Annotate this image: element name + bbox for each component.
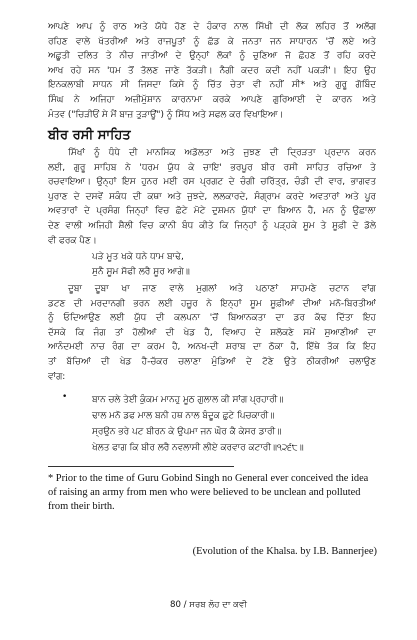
text-line: ਮੰਤਵ ("ਚਿੜੀਓਂ ਸੇ ਮੈਂ ਬਾਜ਼ ਤੁੜਾਊਂ") ਨੂੰ ਸਿੱਧ ਅਤੇ ਸਫਲ ਕਰ ਵਿਖਾਇਆ। xyxy=(48,109,284,120)
stanza-line: ਬਾਨ ਚਲੇ ਤੇਈ ਕੁੰਕਮ ਮਾਨਹੁ ਮੂਠ ਗੁਲਾਲ ਕੀ ਸਾਂਗ ਪ੍ਰਹਾਰੀ॥ xyxy=(92,395,284,405)
text-line: ਰਹਿਣ ਵਾਲੇ ਖੱਤਰੀਆਂ ਅਤੇ ਰਾਜਪੂਤਾਂ ਨੂੰ ਛੱਡ ਕੇ ਜਨਤਾ ਜਨ ਸਾਧਾਰਨ 'ਚੋਂ ਲਏ ਅਤੇ xyxy=(48,36,376,47)
footnote: * Prior to the time of Guru Gobind Singh no General ever conceived the idea of raising an army from men who were believed to be unclean and polluted from their birth. xyxy=(48,473,369,512)
paragraph-khalsa-revolution xyxy=(48,20,376,122)
bullet-mark: • xyxy=(62,392,68,402)
stanza-line: ਢਾਲ ਮਨੋ ਡਫ ਮਾਲ ਬਨੀ ਹਥ ਨਾਲ ਬੰਦੂਕ ਛੁਟੇ ਪਿਚਕਾਰੀ॥ xyxy=(92,411,275,421)
text-line: ਅਵਤਾਰਾਂ ਦੇ ਪ੍ਰਸੰਗ ਜਿਨ੍ਹਾਂ ਵਿਚ ਛੋਟੇ ਮੋਟੇ ਦੁਸ਼ਮਨ ਯੁੱਧਾਂ ਦਾ ਬਿਆਨ ਹੈ, ਮਨ ਨੂੰ ਉਛਾਲਾ xyxy=(48,206,376,217)
text-line: ਤਾਂ ਬੱਚਿਆਂ ਦੀ ਖੇਡ ਹੈ-ਚੱਕਰ ਚਲਾਣਾ ਮੁੰਡਿਆਂ ਦੇ ਟੋਣੇ ਉਤੇ ਠੀਕਰੀਆਂ ਚਲਾਉਣ xyxy=(48,356,376,367)
text-line: ਪੁਰਾਣ ਦੇ ਦਸਵੇਂ ਸਕੰਧ ਦੀ ਕਥਾ ਅਤੇ ਜੁਝਦੇ, ਲਲਕਾਰਦੇ, ਸੰਗ੍ਰਾਮ ਕਰਦੇ ਅਵਤਾਰਾਂ ਅਤੇ ਪੂਰ xyxy=(48,191,376,202)
footnote-divider xyxy=(48,466,234,467)
text-line: ਲਈ, ਗੁਰੂ ਸਾਹਿਬ ਨੇ 'ਧਰਮ ਯੁੱਧ ਕੇ ਚਾਇ' ਭਰਪੂਰ ਬੀਰ ਰਸੀ ਸਾਹਿਤ ਰਚਿਆ ਤੇ xyxy=(48,162,376,173)
text-line: ਸਿੰਘ ਨੇ ਅਜਿਹਾ ਅਜ਼ੀਮੁੱਸ਼ਾਨ ਕਾਰਨਾਮਾ ਕਰਕੇ ਆਪਣੇ ਗੁਰਿਆਈ ਦੇ ਕਾਰਨ ਅਤੇ xyxy=(48,94,376,105)
text-line: ਆਨੰਦਮਈ ਨਾਚ ਰੰਗ ਦਾ ਕਰਮ ਹੈ, ਅਨਖ-ਦੀ ਸ਼ਰਾਬ ਦਾ ਠੋਕਾ ਹੈ, ਇੱਥੇ ਤੱਕ ਕਿ ਇਹ xyxy=(48,342,376,353)
verse-line: ਸੁਨੈ ਸੂਮ ਸੋਫੀ ਲਰੈ ਸੂਰ ਆਗੇ॥ xyxy=(92,267,190,277)
page-footer: 80 / ਸਰਬ ਲੋਹ ਦਾ ਕਵੀ xyxy=(170,600,247,610)
citation: (Evolution of the Khalsa. by I.B. Bannerjee) xyxy=(192,546,377,557)
stanza-line: ਖੇਲਤ ਫਾਗ ਕਿ ਬੀਰ ਲਰੈ ਨਵਲਾਸੀ ਲੀਏ ਕਰਵਾਰ ਕਟਾਰੀ॥੧੨੬੮॥ xyxy=(92,443,304,453)
section-heading: ਬੀਰ ਰਸੀ ਸਾਹਿਤ xyxy=(48,128,131,143)
text-line: ਆਖ ਰਹੇ ਸਨ 'ਧਮ ਤੋਂ ਤੋਲਣ ਜਾਣੇ ਤੱਕੜੀ। ਨੈਗੀ ਕਦਰ ਕਦੀ ਨਹੀਂ ਪਕੜੀ'। ਇਹ ਉਹ xyxy=(48,65,376,76)
text-line: ਦੂਬਾ ਦੂਬਾ ਖਾ ਜਾਣ ਵਾਲੇ ਮੁਗਲਾਂ ਅਤੇ ਪਠਾਣਾਂ ਸਾਹਮਣੇ ਚਟਾਨ ਵਾਂਗ xyxy=(68,284,376,294)
text-line: ਰਚਵਾਇਆ। ਉਨ੍ਹਾਂ ਇਸ ਹੁਨਰ ਮਈ ਰਸ ਪ੍ਰਗਟ ਦੇ ਚੰਗੀ ਚਰਿੱਤ੍ਰ, ਚੰਡੀ ਦੀ ਵਾਰ, ਭਾਗਵਤ xyxy=(48,177,376,188)
quoted-stanza xyxy=(92,392,304,456)
text-line: ਵੀ ਫਰਕ ਪੈਣ। xyxy=(48,235,97,246)
text-line: ਇਨਕਲਾਬੀ ਸਾਧਨ ਸੀ ਜਿਸਦਾ ਕਿਸੇ ਨੂੰ ਚਿੱਤ ਚੇਤਾ ਵੀ ਨਹੀਂ ਸੀ* ਅਤੇ ਗੁਰੂ ਗੋਬਿੰਦ xyxy=(48,80,376,91)
text-line: ਦੇਣ ਵਾਲੀ ਅਜਿਹੀ ਸ਼ੈਲੀ ਵਿਚ ਕਾਨੀ ਬੰਧ ਕੀਤੇ ਕਿ ਜਿਨ੍ਹਾਂ ਨੂੰ ਪੜ੍ਹਕੇ ਸੂਮ ਤੇ ਸੂਫ਼ੀ ਦੇ ਡੋਲੇ xyxy=(48,220,376,231)
text-line: ਸਿੱਖਾਂ ਨੂੰ ਧੰਧੇ ਦੀ ਮਾਨਸਿਕ ਅਡੋਲਤਾ ਅਤੇ ਜੁਝਣ ਦੀ ਦ੍ਰਿੜਤਾ ਪ੍ਰਦਾਨ ਕਰਨ xyxy=(68,148,376,158)
verse-couplet xyxy=(92,250,190,280)
text-line: ਵਾਂਗ: xyxy=(48,371,66,382)
text-line: ਦੱਸਕੇ ਕਿ ਜੰਗ ਤਾਂ ਹੋਲੀਆਂ ਦੀ ਖੇਡ ਹੈ, ਵਿਆਹ ਦੇ ਸ਼ਲੋਕਣੇ ਸਮੇਂ ਸੁਆਣੀਆਂ ਦਾ xyxy=(48,327,376,338)
text-line: ਨੂੰ ਓਦਿਆਉਣ ਲਈ ਯੁੱਧ ਦੀ ਕਲਪਨਾ 'ਚੋਂ ਬਿਆਨਕਤਾ ਦਾ ਡਰ ਕੱਢ ਦਿੱਤਾ ਇਹ xyxy=(48,313,376,324)
text-line: ਅਛੂਤੀ ਦਲਿਤ ਤੇ ਨੀਚ ਜਾਤੀਆਂ ਦੇ ਉਨ੍ਹਾਂ ਲੋਕਾਂ ਨੂੰ ਚੁਣਿਆ ਜੋ ਛੋਹਣ ਤੋਂ ਰਹਿ ਕਰਦੇ xyxy=(48,51,376,62)
text-line: ਆਪਣੇ ਆਪ ਨੂੰ ਰਾਠ ਅਤੇ ਯੋਧੇ ਹੋਣ ਦੇ ਹੰਕਾਰ ਨਾਲ ਸਿੱਖੀ ਦੀ ਲੋਕ ਲਹਿਰ ਤੋਂ ਅਲੱਗ xyxy=(48,22,376,32)
text-line: ਡਟਣ ਦੀ ਮਰਦਾਨਗੀ ਭਰਨ ਲਈ ਹਜ਼ੂਰ ਨੇ ਇਨ੍ਹਾਂ ਸੂਮ ਸੂਫ਼ੀਆਂ ਦੀਆਂ ਮਨੋ-ਬਿਰਤੀਆਂ xyxy=(48,298,376,309)
verse-line: ਪੜੇ ਮੂਤ ਖਕੇ ਧਨੇ ਧਾਮ ਬਾਢੇ, xyxy=(92,252,184,262)
paragraph-heroic-literature xyxy=(48,146,376,248)
paragraph-war-as-play xyxy=(48,282,376,384)
stanza-line: ਸ੍ਰਉਨ ਭਰੇ ਪਟ ਬੀਰਨ ਕੇ ਉਪਮਾ ਜਨ ਘੌਰ ਕੈ ਕੇਸਰ ਡਾਰੀ॥ xyxy=(92,427,282,437)
